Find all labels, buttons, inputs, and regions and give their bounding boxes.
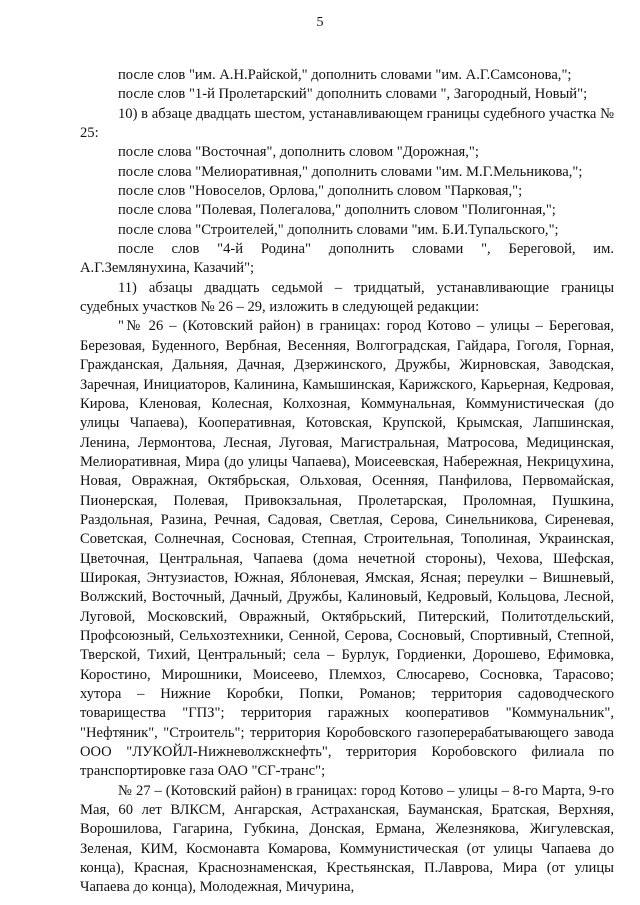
- paragraph: 10) в абзаце двадцать шестом, устанавливающем границы судебного участка № 25:: [80, 105, 614, 142]
- paragraph: после слов "4-й Родина" дополнить словами ", Береговой, им. А.Г.Землянухина, Казачий";: [80, 241, 614, 277]
- paragraph: после слов "1-й Пролетарский" дополнить словами ", Загородный, Новый";: [118, 86, 588, 103]
- paragraph: № 27 – (Котовский район) в границах: город Котово – улицы – 8-го Марта, 9-го Мая, 60 лет ВЛКСМ, Ангарская, Астраханская, Бауманская, Братская, Верхняя, Ворошилова, Гагарина, Губкина, Донская, Ермана, Железнякова, Жигулевская, Зеленая, КИМ, Космонавта Комарова, Коммунистическая (от улицы Чапаева до конца), Красная, Краснознаменская, Крестьянская, П.Лаврова, Мира (от улицы Чапаева до конца), Молодежная, Мичурина,: [80, 782, 614, 896]
- paragraph: после слова "Полевая, Полегалова," дополнить словом "Полигонная,";: [118, 202, 556, 219]
- paragraph: 11) абзацы двадцать седьмой – тридцатый, устанавливающие границы судебных участков № 26 – 29, изложить в следующей редакции:: [80, 279, 614, 316]
- paragraph: после слова "Восточная", дополнить словом "Дорожная,";: [118, 144, 479, 161]
- paragraph: после слова "Мелиоративная," дополнить словами "им. М.Г.Мельникова,";: [118, 163, 583, 180]
- paragraph: после слова "Строителей," дополнить словами "им. Б.И.Тупальского,";: [118, 221, 559, 238]
- page-number: 5: [316, 15, 324, 30]
- paragraph: после слов "им. А.Н.Райской," дополнить словами "им. А.Г.Самсонова,";: [118, 67, 572, 83]
- paragraph: после слов "Новоселов, Орлова," дополнить словом "Парковая,";: [118, 183, 523, 200]
- paragraph: "№ 26 – (Котовский район) в границах: город Котово – улицы – Береговая, Березовая, Буденного, Вербная, Весенняя, Волгоградская, Гайдара, Гоголя, Горная, Гражданская, Дальняя, Дачная, Дзержинского, Дружбы, Жирновская, Заводская, Заречная, Инициаторов, Калинина, Камышинская, Карижского, Карьерная, Кедровая, Кирова, Кленовая, Колесная, Колхозная, Коммунальная, Коммунистическая (до улицы Чапаева), Кооперативная, Котовская, Крупской, Крымская, Лапшинская, Ленина, Лермонтова, Лесная, Луговая, Магистральная, Матросова, Медицинская, Мелиоративная, Мира (до улицы Чапаева), Моисеевская, Набережная, Некрицухина, Новая, Овражная, Октябрьская, Ольховая, Осенняя, Панфилова, Первомайская, Пионерская, Полевая, Привокзальная, Пролетарская, Проломная, Пушкина, Раздольная, Разина, Речная, Садовая, Светлая, Серова, Синельникова, Сиреневая, Советская, Солнечная, Сосновая, Степная, Строительная, Тополиная, Украинская, Цветочная, Центральная, Чапаева (дома нечетной стороны), Чехова, Шефская, Широкая, Энтузиастов, Южная, Яблоневая, Ямская, Ясная; переулки – Вишневый, Волжский, Восточный, Дачный, Дружбы, Калиновый, Кедровый, Кольцова, Лесной, Луговой, Московский, Овражный, Октябрьский, Питерский, Политотдельский, Профсоюзный, Сельхозтехники, Сенной, Серова, Сосновый, Спортивный, Степной, Тверской, Тихий, Центральный; села – Бурлук, Гордиенки, Дорошево, Ефимовка, Коростино, Мирошники, Моисеево, Племхоз, Слюсарево, Сосновка, Тарасово; хутора – Нижние Коробки, Попки, Романов; территория садоводческого товарищества "ГПЗ"; территория гаражных кооперативов "Коммунальник", "Нефтяник", "Строитель"; территория Коробовского газоперерабатывающего завода ООО "ЛУКОЙЛ-Нижневолжскнефть", территория Коробовского филиала по транспортировке газа ОАО "СГ-транс";: [80, 318, 614, 780]
- document-body: [80, 66, 614, 898]
